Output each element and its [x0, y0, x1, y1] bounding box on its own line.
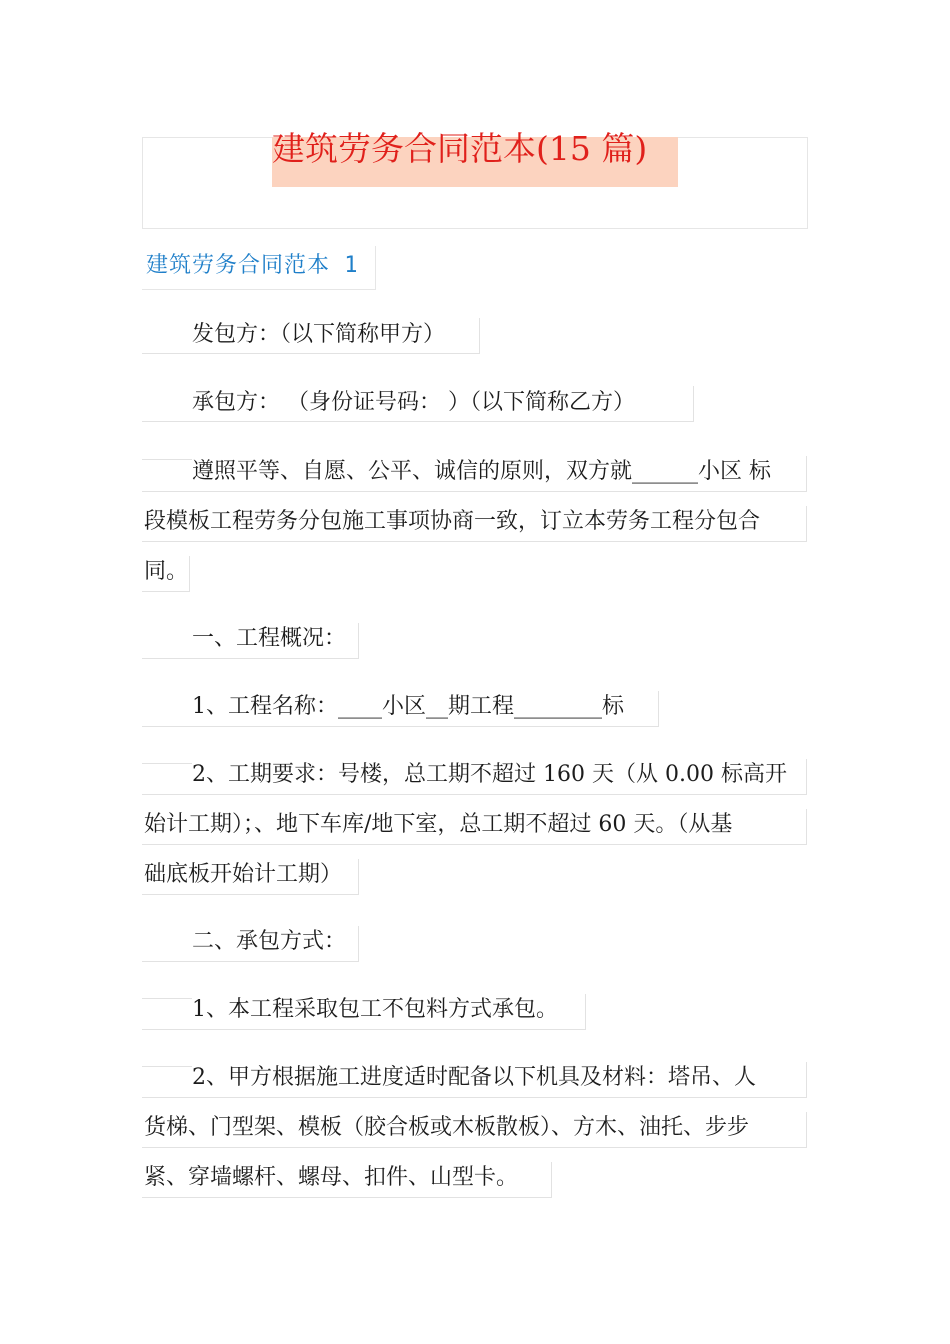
paragraph-schedule-line-3: 础底板开始计工期）	[144, 862, 343, 887]
paragraph-schedule-line-1: 2、工期要求：号楼，总工期不超过 160 天（从 0.00 标高开	[192, 762, 787, 787]
paragraph-employer: 发包方：（以下简称甲方）	[192, 322, 446, 347]
heading-contract-method: 二、承包方式：	[192, 929, 347, 954]
paragraph-principle-line-3: 同。	[144, 559, 189, 584]
paragraph-principle-line-1: 遵照平等、自愿、公平、诚信的原则，双方就______小区 标	[192, 459, 771, 484]
paragraph-method-2-line-3: 紧、穿墙螺杆、螺母、扣件、山型卡。	[144, 1165, 519, 1190]
paragraph-schedule-line-2: 始计工期）；、地下车库/地下室，总工期不超过 60 天。（从基	[144, 812, 733, 837]
heading-project-overview: 一、工程概况：	[192, 626, 347, 651]
document-title: 建筑劳务合同范本(15 篇)	[272, 129, 648, 168]
section-heading: 建筑劳务合同范本 1	[146, 253, 359, 278]
paragraph-method-2-line-1: 2、甲方根据施工进度适时配备以下机具及材料：塔吊、人	[192, 1065, 756, 1090]
paragraph-contractor: 承包方： （身份证号码： ）（以下简称乙方）	[192, 390, 635, 415]
paragraph-principle-line-2: 段模板工程劳务分包施工事项协商一致，订立本劳务工程分包合	[144, 509, 761, 534]
paragraph-method-2-line-2: 货梯、门型架、模板（胶合板或木板散板）、方木、油托、步步	[144, 1115, 750, 1140]
paragraph-project-name: 1、工程名称：____小区__期工程________标	[192, 694, 624, 719]
paragraph-method-1: 1、本工程采取包工不包料方式承包。	[192, 997, 558, 1022]
